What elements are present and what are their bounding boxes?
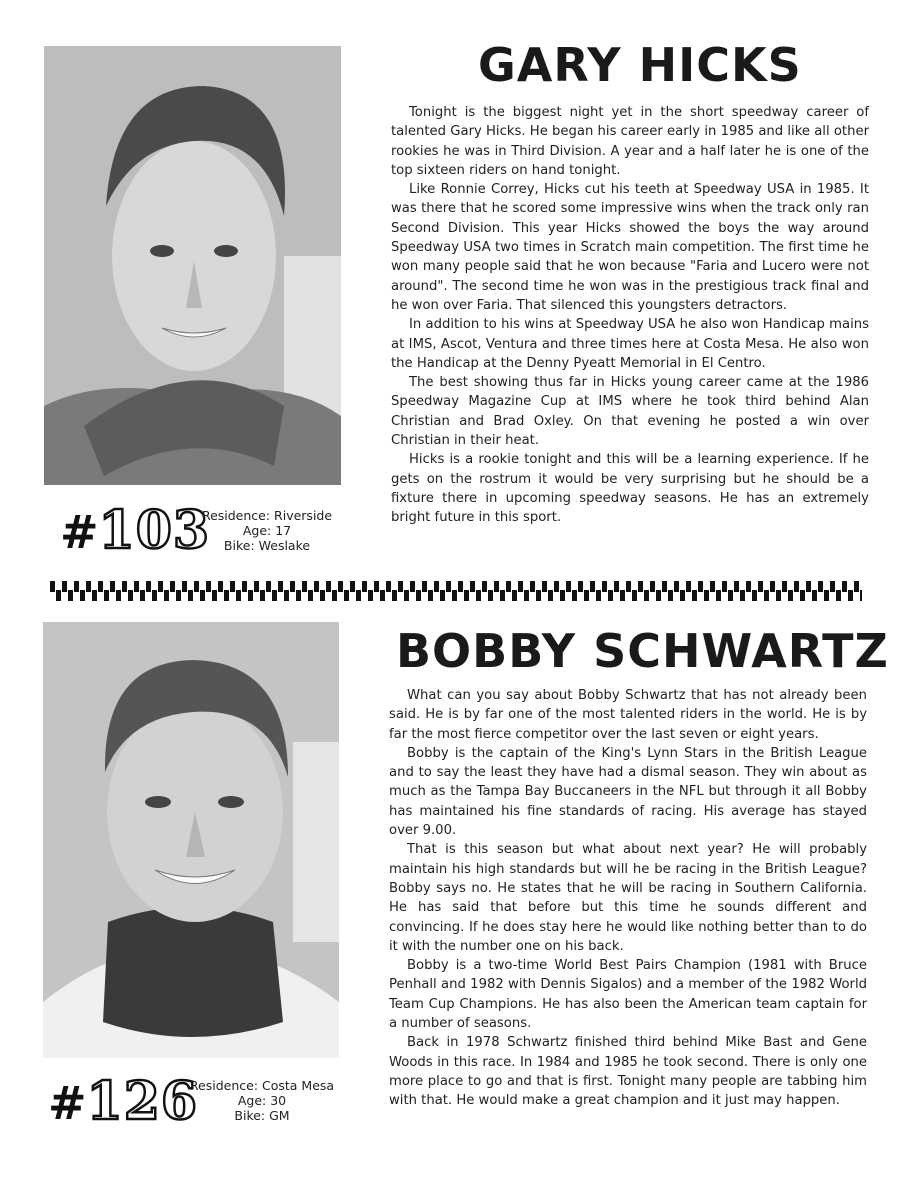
number-prefix: # — [48, 1076, 87, 1130]
bio-paragraph: In addition to his wins at Speedway USA he also won Handicap mains at IMS, Ascot, Ventura and three times here at Costa Mesa. He also won the Handicap at the Denny Pyeatt Memorial in El Centro. — [391, 317, 869, 371]
bio-paragraph: The best showing thus far in Hicks young career came at the 1986 Speedway Magazine Cup at IMS where he took third behind Alan Christian and Brad Oxley. On that evening he posted a win over Christian in their heat. — [391, 375, 869, 449]
rider-number — [48, 1071, 199, 1132]
bio-paragraph: Bobby is a two-time World Best Pairs Champion (1981 with Bruce Penhall and 1982 with Dennis Sigalos) and a member of the 1982 World Team Cup Champions. He has also been the American team captain for a number of seasons. — [389, 958, 867, 1032]
portrait-image — [43, 622, 339, 1058]
rider-name-heading: GARY HICKS — [478, 38, 802, 92]
number-prefix: # — [60, 505, 99, 559]
rider-photo-gary-hicks — [44, 46, 341, 485]
bio-paragraph: Tonight is the biggest night yet in the short speedway career of talented Gary Hicks. He began his career early in 1985 and like all other rookies he was in Third Division. A year and a half later he is one of the top sixteen riders on hand tonight. — [391, 105, 869, 178]
bio-paragraph: Back in 1978 Schwartz finished third behind Mike Bast and Gene Woods in this race. In 1984 and 1985 he took second. There is only one more place to go and that is first. Tonight many people are tabbing him with that. He would make a great champion and it just may happen. — [389, 1035, 867, 1109]
checkered-divider — [50, 581, 862, 601]
bio-paragraph: What can you say about Bobby Schwartz that has not already been said. He is by far one of the most talented riders in the world. He is by far the most fierce competitor over the last seven or eight years. — [389, 688, 867, 742]
rider-number — [60, 500, 211, 561]
portrait-image — [44, 46, 341, 485]
bike-text: Bike: GM — [234, 1108, 290, 1123]
number-digits: 103 — [98, 500, 211, 561]
rider-photo-bobby-schwartz — [43, 622, 339, 1058]
age-text: Age: 30 — [237, 1093, 287, 1108]
bio-paragraph: Bobby is the captain of the King's Lynn Stars in the British League and to say the least they have had a dismal season. They win about as much as the Tampa Bay Buccaneers in the NFL but through it all Bobby has maintained his fine standards of racing. His average has stayed over 9.00. — [389, 745, 867, 839]
rider-bio — [391, 103, 869, 528]
bike-text: Bike: Weslake — [223, 538, 311, 553]
bio-paragraph: That is this season but what about next year? He will probably maintain his high standards but will he be racing in the British League? Bobby says no. He states that he will be racing in Southern California. He has said that before but this time he sounds different and convincing. If he does stay here he would like nothing better than to do it with the number one on his back. — [389, 842, 867, 954]
number-digits: 126 — [86, 1071, 199, 1132]
residence-text: Residence: Costa Mesa — [189, 1078, 335, 1093]
bio-paragraph: Like Ronnie Correy, Hicks cut his teeth at Speedway USA in 1985. It was there that he scored some impressive wins when the track only ran Second Division. This year Hicks showed the boys the way around Speedway USA two times in Scratch main competition. The first time he won many people said that he won because "Faria and Lucero were not around". The second time he won was in the prestigious track final and he won over Faria. That silenced this youngsters detractors. — [391, 182, 869, 313]
rider-bio — [389, 686, 867, 1111]
age-text: Age: 17 — [242, 523, 292, 538]
rider-name-heading: BOBBY SCHWARTZ — [396, 624, 889, 678]
bio-paragraph: Hicks is a rookie tonight and this will be a learning experience. If he gets on the rostrum it would be very surprising but he should be a fixture there in upcoming speedway seasons. He has an extremely bright future in this sport. — [391, 452, 869, 526]
rider-stats — [196, 508, 338, 553]
rider-stats — [184, 1078, 340, 1123]
residence-text: Residence: Riverside — [201, 508, 333, 523]
